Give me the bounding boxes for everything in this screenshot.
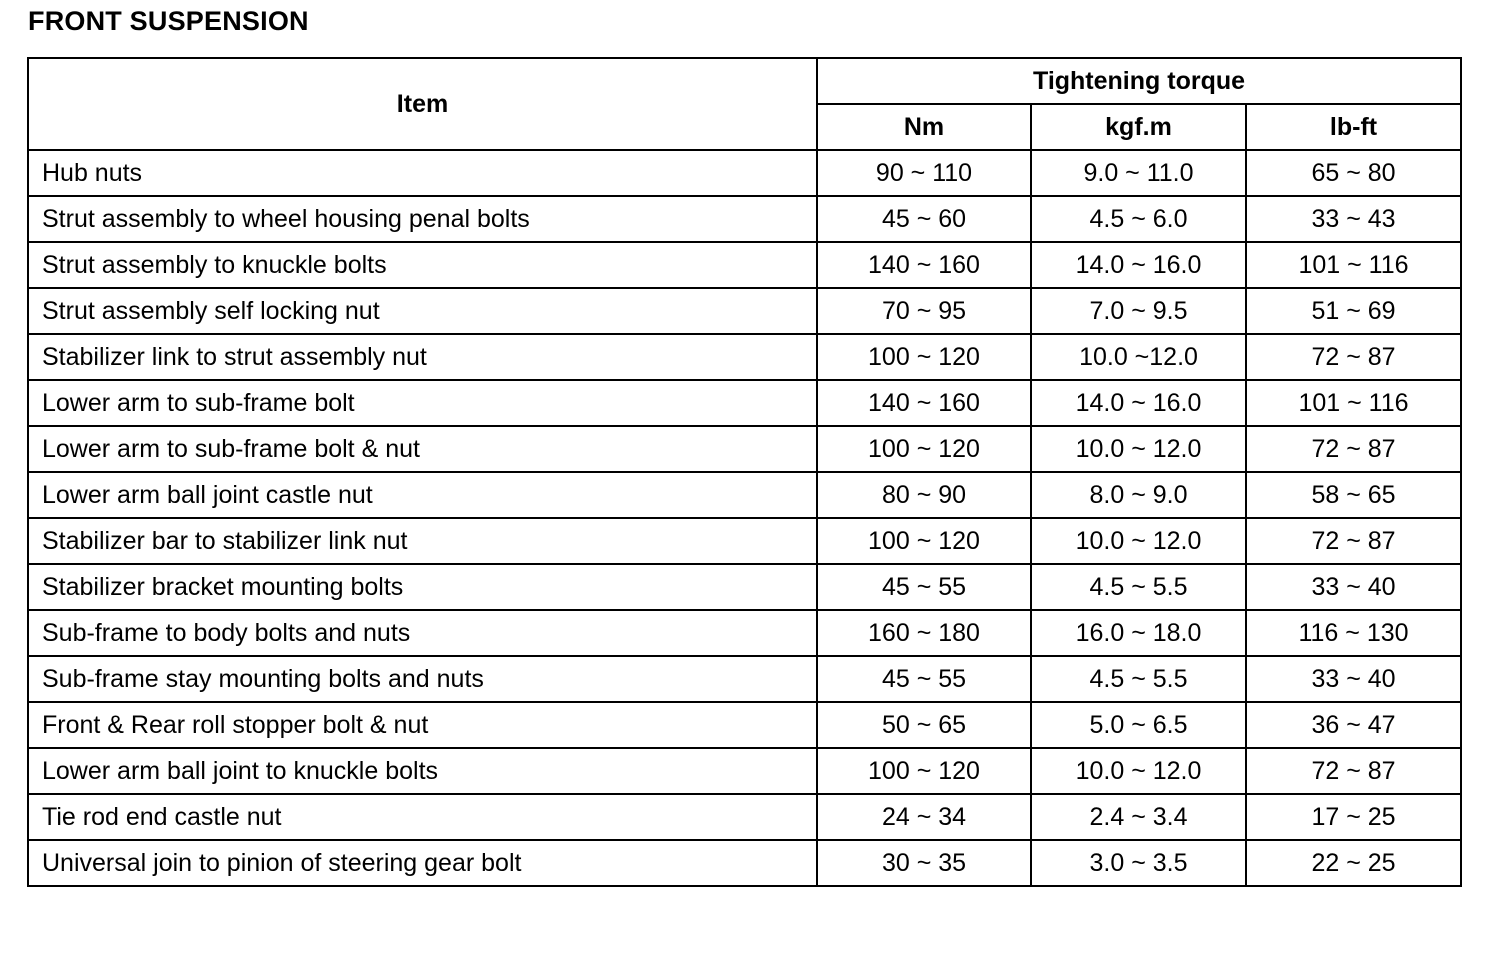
page-title: FRONT SUSPENSION [28,6,309,36]
kgfm-cell: 4.5 ~ 6.0 [1031,196,1246,242]
item-cell: Strut assembly to wheel housing penal bolts [28,196,817,242]
lbft-cell: 17 ~ 25 [1246,794,1461,840]
item-cell: Stabilizer link to strut assembly nut [28,334,817,380]
item-cell: Strut assembly to knuckle bolts [28,242,817,288]
table-row [28,656,1461,702]
kgfm-cell: 14.0 ~ 16.0 [1031,380,1246,426]
table-row [28,794,1461,840]
kgfm-cell: 7.0 ~ 9.5 [1031,288,1246,334]
kgfm-cell: 10.0 ~ 12.0 [1031,518,1246,564]
header-row-group [28,58,1461,104]
header-item: Item [28,58,817,150]
kgfm-cell: 10.0 ~ 12.0 [1031,748,1246,794]
table-row [28,334,1461,380]
item-cell: Hub nuts [28,150,817,196]
lbft-cell: 51 ~ 69 [1246,288,1461,334]
item-cell: Sub-frame stay mounting bolts and nuts [28,656,817,702]
table-row [28,564,1461,610]
lbft-cell: 33 ~ 43 [1246,196,1461,242]
nm-cell: 45 ~ 55 [817,656,1031,702]
nm-cell: 80 ~ 90 [817,472,1031,518]
nm-cell: 140 ~ 160 [817,242,1031,288]
item-cell: Stabilizer bracket mounting bolts [28,564,817,610]
nm-cell: 100 ~ 120 [817,334,1031,380]
nm-cell: 50 ~ 65 [817,702,1031,748]
lbft-cell: 101 ~ 116 [1246,242,1461,288]
nm-cell: 160 ~ 180 [817,610,1031,656]
header-tightening-torque: Tightening torque [817,58,1461,104]
table-row [28,426,1461,472]
table-header [28,58,1461,150]
lbft-cell: 33 ~ 40 [1246,656,1461,702]
item-cell: Lower arm ball joint to knuckle bolts [28,748,817,794]
nm-cell: 100 ~ 120 [817,518,1031,564]
table-row [28,748,1461,794]
kgfm-cell: 8.0 ~ 9.0 [1031,472,1246,518]
kgfm-cell: 10.0 ~12.0 [1031,334,1246,380]
table-body [28,150,1461,886]
item-cell: Lower arm ball joint castle nut [28,472,817,518]
item-cell: Strut assembly self locking nut [28,288,817,334]
kgfm-cell: 2.4 ~ 3.4 [1031,794,1246,840]
kgfm-cell: 16.0 ~ 18.0 [1031,610,1246,656]
item-cell: Sub-frame to body bolts and nuts [28,610,817,656]
lbft-cell: 33 ~ 40 [1246,564,1461,610]
table-row [28,150,1461,196]
kgfm-cell: 9.0 ~ 11.0 [1031,150,1246,196]
lbft-cell: 101 ~ 116 [1246,380,1461,426]
table-row [28,196,1461,242]
lbft-cell: 65 ~ 80 [1246,150,1461,196]
table-row [28,380,1461,426]
header-unit-nm: Nm [817,104,1031,150]
nm-cell: 45 ~ 60 [817,196,1031,242]
lbft-cell: 58 ~ 65 [1246,472,1461,518]
item-cell: Tie rod end castle nut [28,794,817,840]
lbft-cell: 22 ~ 25 [1246,840,1461,886]
table-row [28,242,1461,288]
nm-cell: 30 ~ 35 [817,840,1031,886]
lbft-cell: 72 ~ 87 [1246,518,1461,564]
lbft-cell: 72 ~ 87 [1246,426,1461,472]
nm-cell: 24 ~ 34 [817,794,1031,840]
table-row [28,702,1461,748]
nm-cell: 100 ~ 120 [817,426,1031,472]
lbft-cell: 72 ~ 87 [1246,334,1461,380]
nm-cell: 90 ~ 110 [817,150,1031,196]
nm-cell: 100 ~ 120 [817,748,1031,794]
kgfm-cell: 5.0 ~ 6.5 [1031,702,1246,748]
nm-cell: 70 ~ 95 [817,288,1031,334]
kgfm-cell: 14.0 ~ 16.0 [1031,242,1246,288]
item-cell: Universal join to pinion of steering gear bolt [28,840,817,886]
lbft-cell: 36 ~ 47 [1246,702,1461,748]
table-row [28,518,1461,564]
kgfm-cell: 4.5 ~ 5.5 [1031,656,1246,702]
header-unit-lbft: lb-ft [1246,104,1461,150]
table-row [28,472,1461,518]
item-cell: Lower arm to sub-frame bolt [28,380,817,426]
kgfm-cell: 3.0 ~ 3.5 [1031,840,1246,886]
item-cell: Front & Rear roll stopper bolt & nut [28,702,817,748]
lbft-cell: 72 ~ 87 [1246,748,1461,794]
header-unit-kgfm: kgf.m [1031,104,1246,150]
table-row [28,840,1461,886]
kgfm-cell: 4.5 ~ 5.5 [1031,564,1246,610]
item-cell: Stabilizer bar to stabilizer link nut [28,518,817,564]
table-row [28,288,1461,334]
table-row [28,610,1461,656]
item-cell: Lower arm to sub-frame bolt & nut [28,426,817,472]
kgfm-cell: 10.0 ~ 12.0 [1031,426,1246,472]
nm-cell: 140 ~ 160 [817,380,1031,426]
nm-cell: 45 ~ 55 [817,564,1031,610]
torque-spec-table [27,57,1462,887]
lbft-cell: 116 ~ 130 [1246,610,1461,656]
